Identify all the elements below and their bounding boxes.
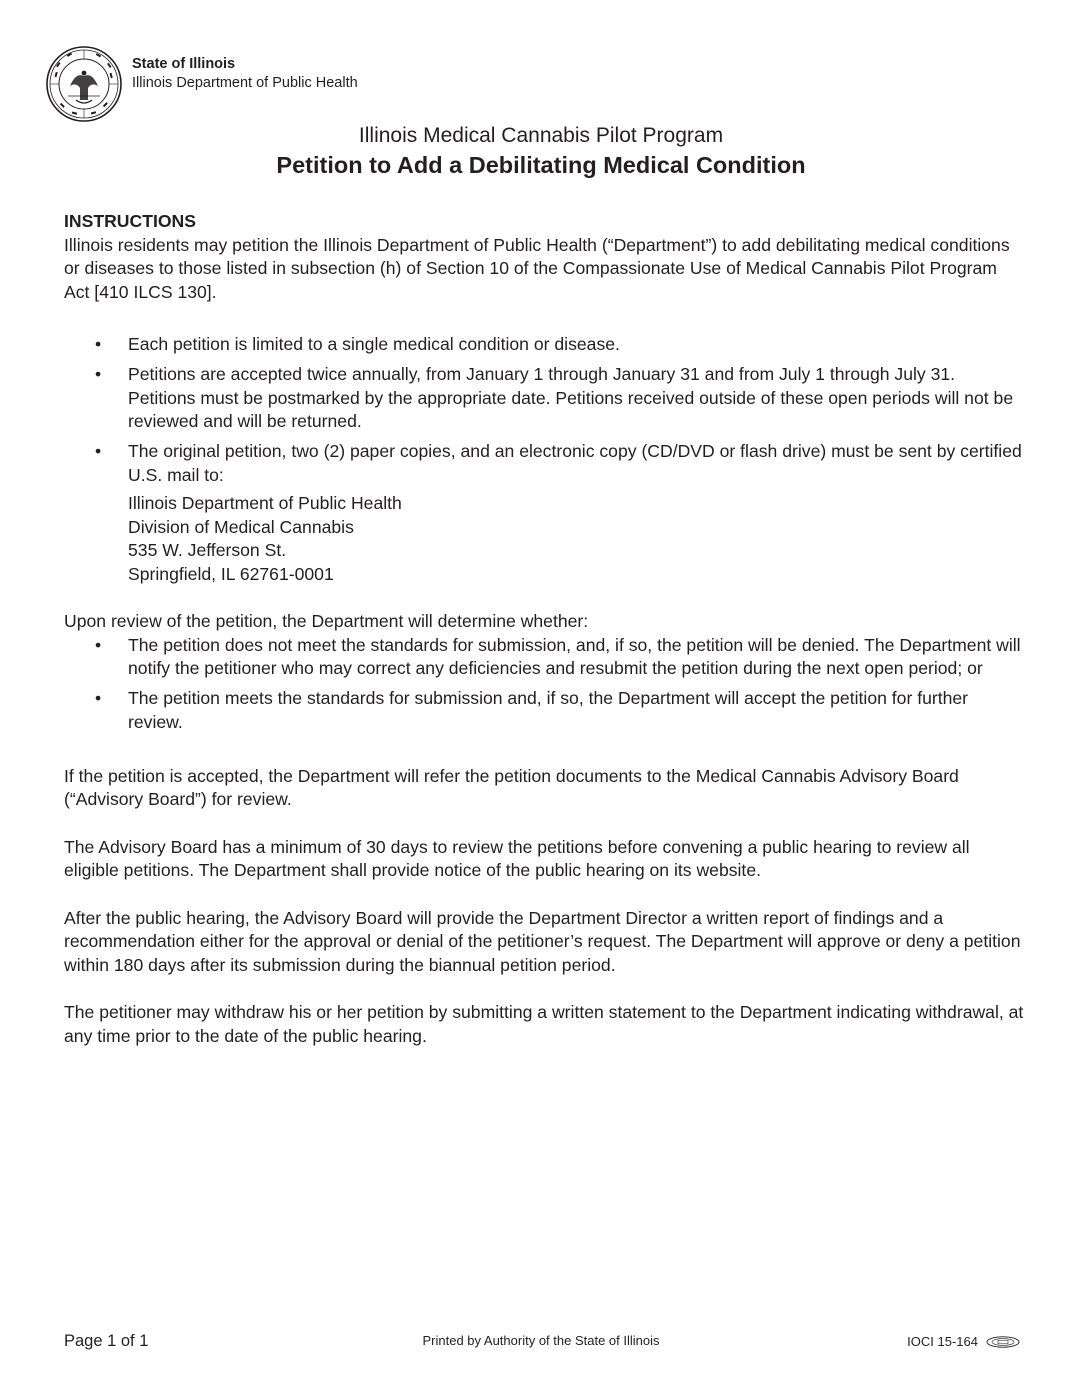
header xyxy=(46,46,358,122)
form-id xyxy=(907,1334,1020,1349)
list-item-text: The petition meets the standards for submission and, if so, the Department will accept the petition for further review. xyxy=(128,688,969,732)
list-item xyxy=(64,363,1024,434)
intro-paragraph: Illinois residents may petition the Illinois Department of Public Health (“Department”) to add debilitating medical conditions or diseases to those listed in subsection (h) of Section 10 of the Compassionate Use of Medical Cannabis Pilot Program Act [410 ILCS 130]. xyxy=(64,234,1010,302)
state-name: State of Illinois xyxy=(132,56,236,72)
bullet-icon: • xyxy=(95,364,102,384)
hearing-paragraph: After the public hearing, the Advisory Board will provide the Department Director a written report of findings and a recommendation either for the approval or denial of the petitioner’s request. The Department will approve or deny a petition within 180 days after its submission during the biannual petition period. xyxy=(64,907,1021,975)
union-bug-icon xyxy=(986,1336,1020,1348)
mailing-address xyxy=(64,492,1024,586)
address-line: 535 W. Jefferson St. xyxy=(128,540,287,560)
list-item xyxy=(64,687,1024,734)
instructions-heading: INSTRUCTIONS xyxy=(64,211,196,231)
printed-by-authority: Printed by Authority of the State of Illinois xyxy=(422,1333,660,1348)
withdrawal-paragraph: The petitioner may withdraw his or her petition by submitting a written statement to the Department indicating withdrawal, at any time prior to the date of the public hearing. xyxy=(64,1002,1024,1046)
address-line: Division of Medical Cannabis xyxy=(128,516,354,537)
accepted-paragraph: If the petition is accepted, the Department will refer the petition documents to the Medical Cannabis Advisory Board (“Advisory Board”) for review. xyxy=(64,765,959,809)
requirements-list xyxy=(64,333,1024,487)
list-item xyxy=(64,634,1024,681)
bullet-icon: • xyxy=(95,441,102,461)
bullet-icon: • xyxy=(95,334,102,354)
review-intro: Upon review of the petition, the Department will determine whether: xyxy=(64,611,589,631)
list-item-text: The original petition, two (2) paper copies, and an electronic copy (CD/DVD or flash drive) must be sent by certified U.S. mail to: xyxy=(128,441,1022,485)
bullet-icon: • xyxy=(95,688,102,708)
form-title: Petition to Add a Debilitating Medical Condition xyxy=(276,152,806,178)
page-number: Page 1 of 1 xyxy=(64,1332,149,1350)
list-item xyxy=(64,440,1024,487)
state-seal-icon xyxy=(46,46,122,122)
advisory-board-paragraph: The Advisory Board has a minimum of 30 days to review the petitions before convening a public hearing to review all eligible petitions. The Department shall provide notice of the public hearing on its website. xyxy=(64,836,970,880)
bullet-icon: • xyxy=(95,634,102,655)
list-item xyxy=(64,333,1024,357)
address-line: Illinois Department of Public Health xyxy=(128,493,402,513)
list-item-text: Each petition is limited to a single medical condition or disease. xyxy=(128,334,620,354)
list-item-text: Petitions are accepted twice annually, from January 1 through January 31 and from July 1 through July 31. Petitions must be postmarked by the appropriate date. Petitions received outside of these open periods will not be reviewed and will be returned. xyxy=(128,364,1014,431)
program-title: Illinois Medical Cannabis Pilot Program xyxy=(358,124,724,147)
review-outcomes-list xyxy=(64,634,1024,735)
address-line: Springfield, IL 62761-0001 xyxy=(128,563,334,584)
department-name: Illinois Department of Public Health xyxy=(132,75,358,91)
title-block xyxy=(0,122,1082,180)
instructions-body xyxy=(64,210,1024,1048)
list-item-text: The petition does not meet the standards for submission, and, if so, the petition will be denied. The Department will notify the petitioner who may correct any deficiencies and resubmit the petition during the next open period; or xyxy=(128,634,1021,678)
agency-block xyxy=(132,55,358,93)
form-number: IOCI 15-164 xyxy=(907,1334,978,1349)
